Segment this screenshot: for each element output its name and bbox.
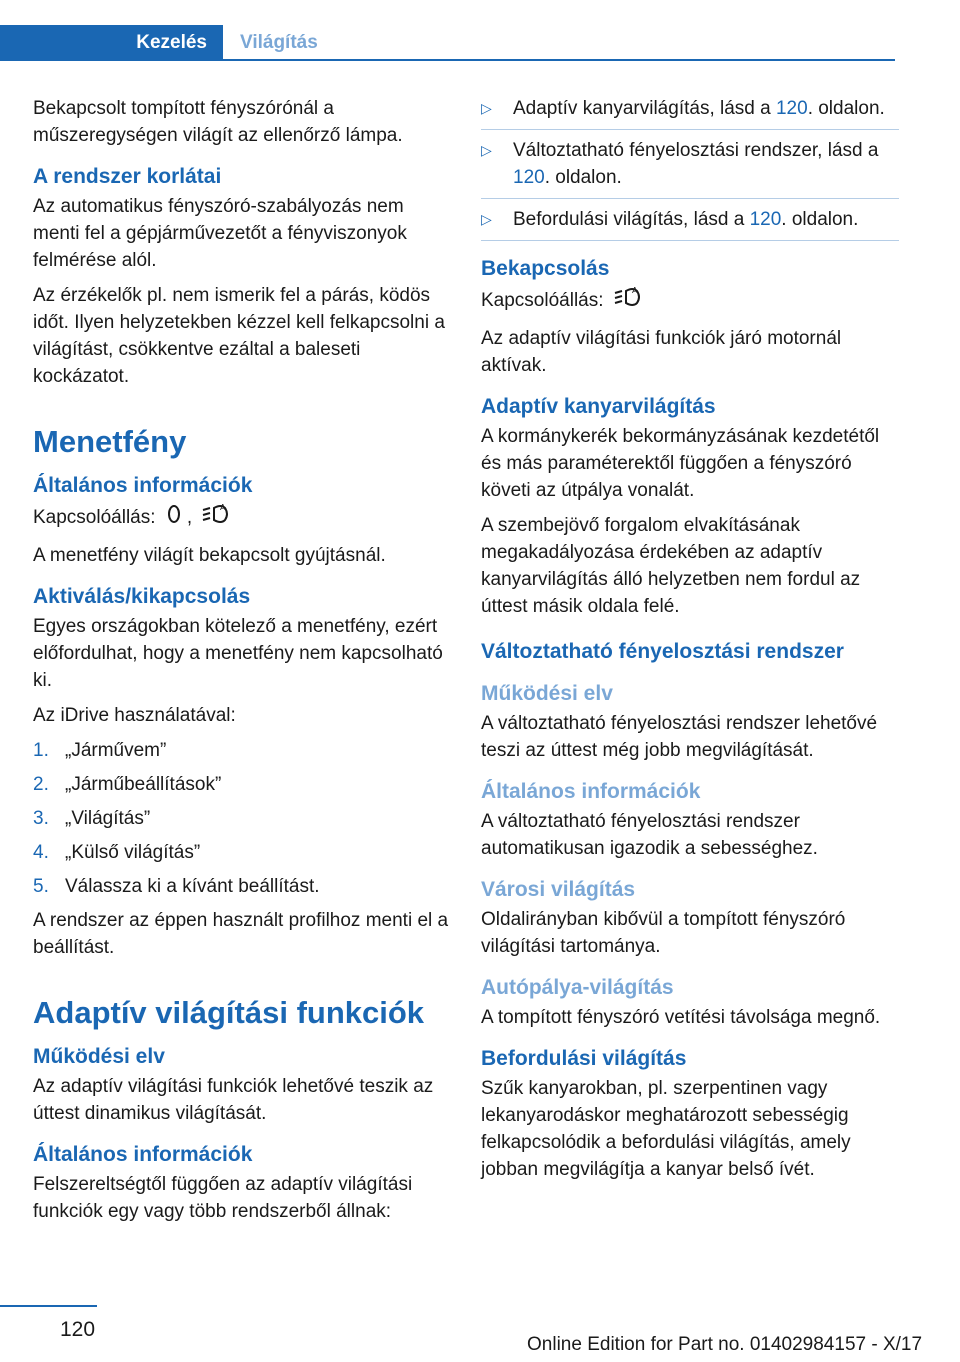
heading-mukodesi-elv-2: Működési elv: [481, 682, 613, 705]
step-text: „Járművem”: [65, 740, 167, 761]
heading-autopalya-vilagitas: Autópálya-világítás: [481, 976, 674, 999]
paragraph: A tompított fényszóró vetítési távolsága megnő.: [481, 1007, 881, 1028]
heading-altalanos-informaciok-3: Általános információk: [481, 780, 701, 803]
list-item: ▷ Változtatható fényelosztási rendszer, lásd a 120. oldalon.: [481, 137, 899, 199]
step-text: Válassza ki a kívánt beállítást.: [65, 876, 320, 897]
paragraph: Az érzékelők pl. nem ismerik fel a párás, ködös időt. Ilyen helyzetekben kézzel kell felkapcsolni a világítást, csökkentve ezáltal a baleseti kockázatot.: [33, 285, 445, 387]
switch-position-line: [481, 285, 899, 317]
step-text: „Járműbeállítások”: [65, 774, 222, 795]
heading-altalanos-informaciok: Általános információk: [33, 474, 253, 497]
adaptive-systems-list: [481, 95, 899, 241]
heading-valtoztathato-fenyelosztasi-rendszer: Változtatható fényelosztási rendszer: [481, 640, 844, 663]
edition-note: Online Edition for Part no. 01402984157 - X/17: [527, 1334, 923, 1355]
list-item: [33, 771, 451, 798]
left-column: [33, 95, 451, 1233]
list-item: [33, 839, 451, 866]
list-item: ▷ Adaptív kanyarvilágítás, lásd a 120. oldalon.: [481, 95, 899, 130]
svg-text:A: A: [220, 503, 226, 512]
page-number: 120: [60, 1318, 96, 1341]
triangle-bullet-icon: ▷: [481, 100, 492, 116]
switch-position-line: [33, 502, 451, 534]
right-column: [481, 95, 899, 1191]
paragraph: A szembejövő forgalom elvakításának megakadályozása érdekében az adaptív kanyarvilágítás álló helyzetben nem fordul az úttest másik oldala felé.: [481, 515, 861, 617]
paragraph: Az adaptív világítási funkciók lehetővé teszik az úttest dinamikus világítását.: [33, 1076, 434, 1124]
list-item: [33, 737, 451, 764]
list-item: [33, 873, 451, 900]
light-switch-auto-icon: [201, 502, 231, 534]
light-switch-zero-icon: [165, 503, 183, 533]
heading-rendszer-korlatai: A rendszer korlátai: [33, 165, 222, 188]
triangle-bullet-icon: ▷: [481, 142, 492, 158]
page-link[interactable]: 120: [513, 167, 545, 188]
heading-bekapcsolas: Bekapcsolás: [481, 257, 610, 280]
paragraph: Oldalirányban kibővül a tompított fényszóró világítási tartománya.: [481, 909, 846, 957]
step-text: „Külső világítás”: [65, 842, 201, 863]
paragraph: A kormánykerék bekormányzásának kezdetétől és más paraméterektől függően a fényszóró követi az útpálya vonalát.: [481, 426, 880, 501]
page-link[interactable]: 120: [749, 209, 782, 230]
heading-varosi-vilagitas: Városi világítás: [481, 878, 636, 901]
list-item: ▷ Befordulási világítás, lásd a 120. oldalon.: [481, 206, 899, 241]
paragraph: Az iDrive használatával:: [33, 705, 236, 726]
heading-altalanos-informaciok-2: Általános információk: [33, 1143, 253, 1166]
step-number: 1.: [33, 740, 49, 761]
footer-rule: [0, 1305, 97, 1307]
paragraph: A rendszer az éppen használt profilhoz menti el a beállítást.: [33, 910, 449, 958]
step-number: 2.: [33, 774, 49, 795]
step-number: 4.: [33, 842, 49, 863]
paragraph: Felszereltségtől függően az adaptív világítási funkciók egy vagy több rendszerből állnak:: [33, 1174, 413, 1222]
idrive-steps-list: [33, 737, 451, 900]
paragraph: A menetfény világít bekapcsolt gyújtásnál.: [33, 545, 386, 566]
paragraph: Szűk kanyarokban, pl. szerpentinen vagy lekanyarodáskor meghatározott sebességig felkapcsolódik a befordulási világítás, amely jobban megvilágítja a kanyar belső ívét.: [481, 1078, 851, 1180]
light-switch-auto-icon: [613, 285, 643, 317]
page-link[interactable]: 120: [775, 98, 808, 119]
step-number: 5.: [33, 876, 49, 897]
heading-adaptiv-kanyarvilagitas: Adaptív kanyarvilágítás: [481, 395, 716, 418]
heading-menetfeny: Menetfény: [33, 424, 187, 459]
heading-adaptiv-vilagitasi-funkciok: Adaptív világítási funkciók: [33, 995, 425, 1030]
triangle-bullet-icon: ▷: [481, 211, 492, 227]
separator: ,: [186, 507, 193, 529]
switch-position-label: Kapcsolóállás:: [481, 290, 604, 312]
header-tabbar: [0, 25, 895, 61]
heading-befordulasi-vilagitas: Befordulási világítás: [481, 1047, 687, 1070]
paragraph: Egyes országokban kötelező a menetfény, ezért előfordulhat, hogy a menetfény nem kapcsolható ki.: [33, 616, 443, 691]
header-rule: [223, 59, 895, 61]
paragraph: Bekapcsolt tompított fényszórónál a műszeregységen világít az ellenőrző lámpa.: [33, 98, 403, 146]
paragraph: A változtatható fényelosztási rendszer lehetővé teszi az úttest még jobb megvilágítását.: [481, 713, 878, 761]
step-text: „Világítás”: [65, 808, 151, 829]
svg-text:A: A: [631, 286, 638, 295]
list-item: [33, 805, 451, 832]
tab-kezeles[interactable]: Kezelés: [0, 25, 223, 61]
paragraph: Az automatikus fényszóró-szabályozás nem menti fel a gépjárművezetőt a fényviszonyok felmérése alól.: [33, 196, 407, 271]
paragraph: Az adaptív világítási funkciók járó motornál aktívak.: [481, 328, 842, 376]
switch-position-label: Kapcsolóállás:: [33, 507, 156, 529]
heading-aktivalas: Aktiválás/kikapcsolás: [33, 585, 251, 608]
paragraph: A változtatható fényelosztási rendszer automatikusan igazodik a sebességhez.: [481, 811, 818, 859]
step-number: 3.: [33, 808, 49, 829]
heading-mukodesi-elv: Működési elv: [33, 1045, 165, 1068]
tab-vilagitas[interactable]: Világítás: [240, 32, 318, 53]
